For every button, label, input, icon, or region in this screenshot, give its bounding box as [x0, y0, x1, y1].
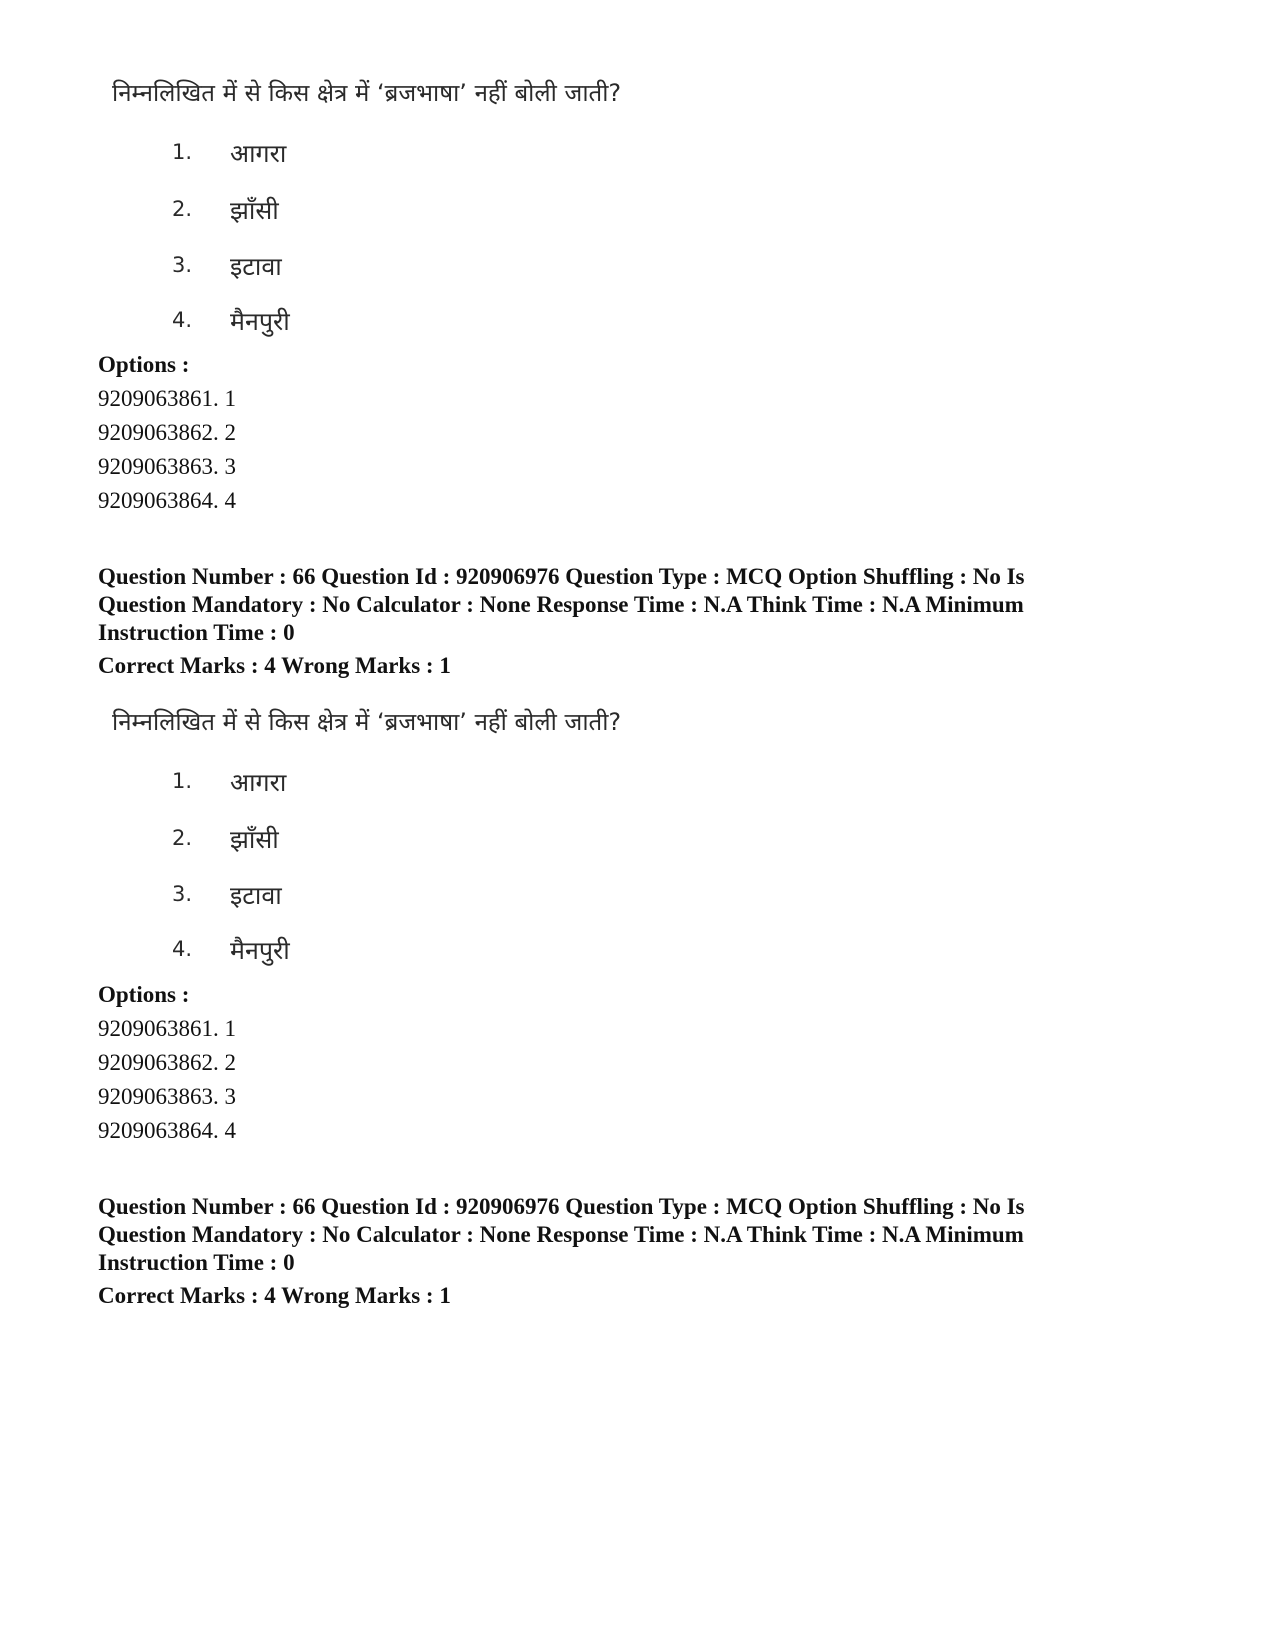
choice-number: 4.: [172, 937, 193, 961]
choice-item: [0, 193, 600, 227]
option-line: 9209063862. 2: [98, 1050, 236, 1075]
question-metadata: Question Number : 66 Question Id : 920906976 Question Type : MCQ Option Shuffling : No Is Question Mandatory : No Calculator : None Response Time : N.A Think Time : N.A Minimum Instruction Time : 0: [98, 1194, 1025, 1275]
option-line: 9209063863. 3: [98, 454, 236, 479]
option-line: 9209063864. 4: [98, 1118, 236, 1143]
choice-text: झाँसी: [230, 196, 279, 225]
question-block-2: [0, 707, 1275, 967]
choice-text: आगरा: [230, 768, 287, 797]
choice-number: 1.: [172, 140, 193, 164]
choice-text: मैनपुरी: [230, 936, 290, 965]
option-line: 9209063861. 1: [98, 386, 236, 411]
options-heading: Options :: [98, 982, 190, 1007]
choice-item: [0, 304, 600, 338]
choice-number: 2.: [172, 826, 193, 850]
question-text: निम्नलिखित में से किस क्षेत्र में ‘ब्रजभाषा’ नहीं बोली जाती?: [112, 708, 622, 736]
choice-text: आगरा: [230, 139, 287, 168]
choice-item: [0, 765, 600, 799]
choice-item: [0, 878, 600, 912]
option-line: 9209063863. 3: [98, 1084, 236, 1109]
option-line: 9209063861. 1: [98, 1016, 236, 1041]
choice-number: 1.: [172, 769, 193, 793]
marks-line: Correct Marks : 4 Wrong Marks : 1: [98, 653, 451, 678]
question-metadata: Question Number : 66 Question Id : 920906976 Question Type : MCQ Option Shuffling : No Is Question Mandatory : No Calculator : None Response Time : N.A Think Time : N.A Minimum Instruction Time : 0: [98, 564, 1025, 645]
choice-item: [0, 933, 600, 967]
choice-number: 4.: [172, 308, 193, 332]
choice-number: 3.: [172, 253, 193, 277]
question-image: [0, 78, 1275, 338]
choice-text: झाँसी: [230, 825, 279, 854]
question-image: [0, 707, 1275, 967]
choice-item: [0, 249, 600, 283]
choice-number: 2.: [172, 197, 193, 221]
choice-item: [0, 822, 600, 856]
option-line: 9209063862. 2: [98, 420, 236, 445]
choice-text: इटावा: [230, 252, 282, 281]
marks-line: Correct Marks : 4 Wrong Marks : 1: [98, 1283, 451, 1308]
option-line: 9209063864. 4: [98, 488, 236, 513]
question-text: निम्नलिखित में से किस क्षेत्र में ‘ब्रजभाषा’ नहीं बोली जाती?: [112, 79, 622, 107]
question-block-1: [0, 78, 1275, 338]
choice-item: [0, 136, 600, 170]
choice-text: मैनपुरी: [230, 307, 290, 336]
choice-number: 3.: [172, 882, 193, 906]
choice-text: इटावा: [230, 881, 282, 910]
options-heading: Options :: [98, 352, 190, 377]
